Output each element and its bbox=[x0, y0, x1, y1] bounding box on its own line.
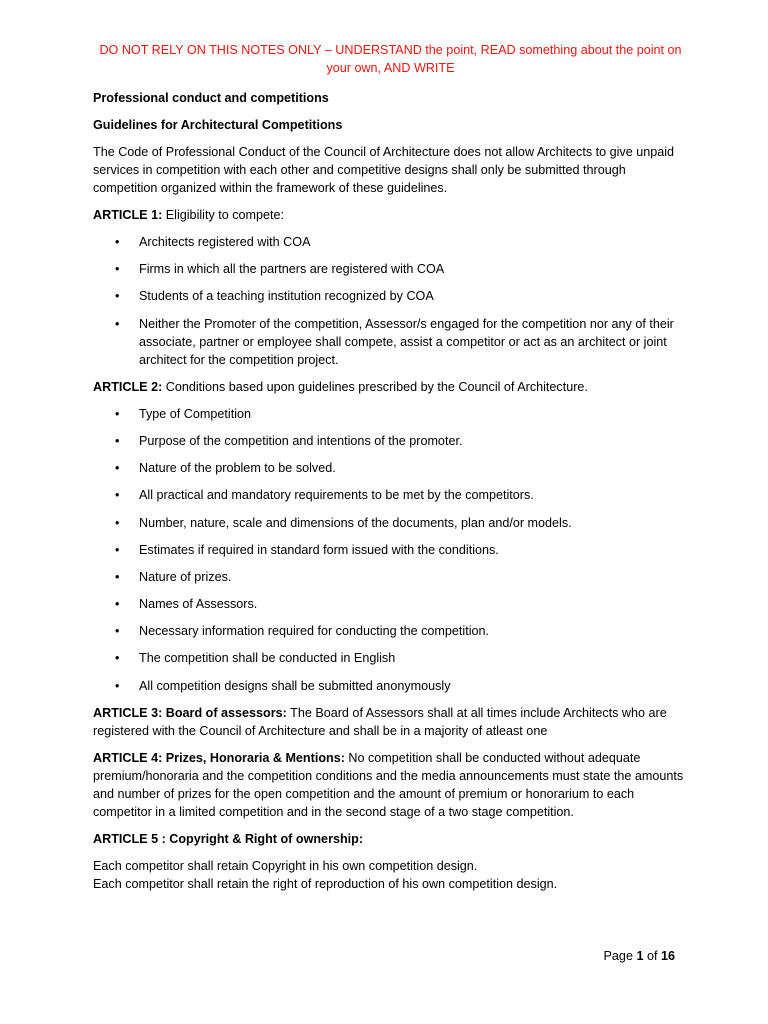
page-number bbox=[604, 947, 675, 965]
subsection-heading: Guidelines for Architectural Competitions bbox=[93, 118, 343, 132]
article-5-line-2: Each competitor shall retain the right of reproduction of his own competition design. bbox=[93, 876, 558, 891]
article-2-text: Conditions based upon guidelines prescribed by the Council of Architecture. bbox=[162, 379, 588, 394]
bullet-icon: • bbox=[115, 678, 120, 693]
bullet-icon: • bbox=[115, 569, 120, 584]
list-item bbox=[93, 541, 688, 559]
bullet-icon: • bbox=[115, 433, 120, 448]
list-item bbox=[93, 287, 688, 305]
list-item-text: Estimates if required in standard form issued with the conditions. bbox=[139, 542, 499, 557]
article-5-line-1: Each competitor shall retain Copyright in his own competition design. bbox=[93, 858, 478, 873]
list-item-text: Type of Competition bbox=[139, 406, 252, 421]
bullet-icon: • bbox=[115, 597, 120, 612]
list-item-text: All competition designs shall be submitted anonymously bbox=[139, 678, 451, 693]
list-item-text: The competition shall be conducted in English bbox=[139, 651, 396, 666]
list-item-text: Nature of the problem to be solved. bbox=[139, 461, 336, 476]
list-item-text: Students of a teaching institution recognized by COA bbox=[139, 289, 434, 304]
intro-paragraph: The Code of Professional Conduct of the Council of Architecture does not allow Architects to give unpaid services in competition with each other and competitive designs shall only be submitted through competition organized within the framework of these guidelines. bbox=[93, 145, 675, 195]
list-item bbox=[93, 649, 688, 667]
bullet-icon: • bbox=[115, 316, 120, 331]
article-5-label: ARTICLE 5 : Copyright & Right of ownership: bbox=[93, 831, 364, 846]
bullet-icon: • bbox=[115, 461, 120, 476]
bullet-icon: • bbox=[115, 406, 120, 421]
of-word: of bbox=[643, 949, 661, 963]
list-item bbox=[93, 595, 688, 613]
bullet-icon: • bbox=[115, 235, 120, 249]
article-1-text: Eligibility to compete: bbox=[162, 208, 285, 222]
bullet-icon: • bbox=[115, 651, 120, 666]
list-item bbox=[93, 432, 688, 450]
list-item bbox=[93, 233, 688, 251]
article-4-label: ARTICLE 4: Prizes, Honoraria & Mentions: bbox=[93, 750, 345, 765]
warning-notice: DO NOT RELY ON THIS NOTES ONLY – UNDERSTAND the point, READ something about the point on your own, AND WRITE bbox=[99, 43, 682, 75]
article-3-label: ARTICLE 3: Board of assessors: bbox=[93, 705, 287, 720]
article-4-text: No competition shall be conducted without adequate premium/honoraria and the competition conditions and the media announcements must state the amounts and number of prizes for the open competition and the amount of premium or honorarium to each competitor in a limited competition and in the second stage of a two stage competition. bbox=[93, 750, 684, 819]
article-3-text: The Board of Assessors shall at all times include Architects who are registered with the Council of Architecture and shall be in a majority of atleast one bbox=[93, 705, 667, 738]
article-4 bbox=[93, 749, 688, 821]
bullet-icon: • bbox=[115, 289, 120, 304]
article-5 bbox=[93, 830, 688, 848]
bullet-icon: • bbox=[115, 624, 120, 639]
list-item-text: Necessary information required for conducting the competition. bbox=[139, 624, 490, 639]
list-item bbox=[93, 459, 688, 477]
list-item-text: Firms in which all the partners are registered with COA bbox=[139, 262, 445, 277]
list-item bbox=[93, 677, 688, 695]
list-item-text: Number, nature, scale and dimensions of the documents, plan and/or models. bbox=[139, 515, 572, 530]
list-item bbox=[93, 260, 688, 278]
bullet-icon: • bbox=[115, 262, 120, 277]
bullet-icon: • bbox=[115, 488, 120, 503]
article-3 bbox=[93, 704, 688, 740]
list-item bbox=[93, 315, 688, 369]
list-item bbox=[93, 514, 688, 532]
list-item-text: Purpose of the competition and intentions of the promoter. bbox=[139, 433, 463, 448]
total-pages: 16 bbox=[660, 949, 675, 963]
article-2-label: ARTICLE 2: bbox=[93, 379, 163, 394]
list-item-text: Names of Assessors. bbox=[139, 597, 258, 612]
article-1-label: ARTICLE 1: bbox=[93, 208, 163, 222]
page-word: Page bbox=[603, 949, 637, 963]
article-1-list bbox=[93, 233, 688, 369]
article-2-list bbox=[93, 405, 688, 695]
list-item bbox=[93, 568, 688, 586]
article-1 bbox=[93, 206, 688, 224]
list-item-text: All practical and mandatory requirements to be met by the competitors. bbox=[139, 488, 534, 503]
list-item bbox=[93, 405, 688, 423]
current-page: 1 bbox=[636, 949, 644, 963]
bullet-icon: • bbox=[115, 542, 120, 557]
list-item bbox=[93, 622, 688, 640]
list-item bbox=[93, 486, 688, 504]
article-2 bbox=[93, 378, 688, 396]
bullet-icon: • bbox=[115, 515, 120, 530]
list-item-text: Nature of prizes. bbox=[139, 569, 232, 584]
list-item-text: Neither the Promoter of the competition, Assessor/s engaged for the competition nor any of their associate, partner or employee shall compete, assist a competitor or act as an architect or joint architect for the competition project. bbox=[139, 316, 674, 367]
section-heading: Professional conduct and competitions bbox=[93, 91, 329, 105]
list-item-text: Architects registered with COA bbox=[139, 235, 311, 249]
